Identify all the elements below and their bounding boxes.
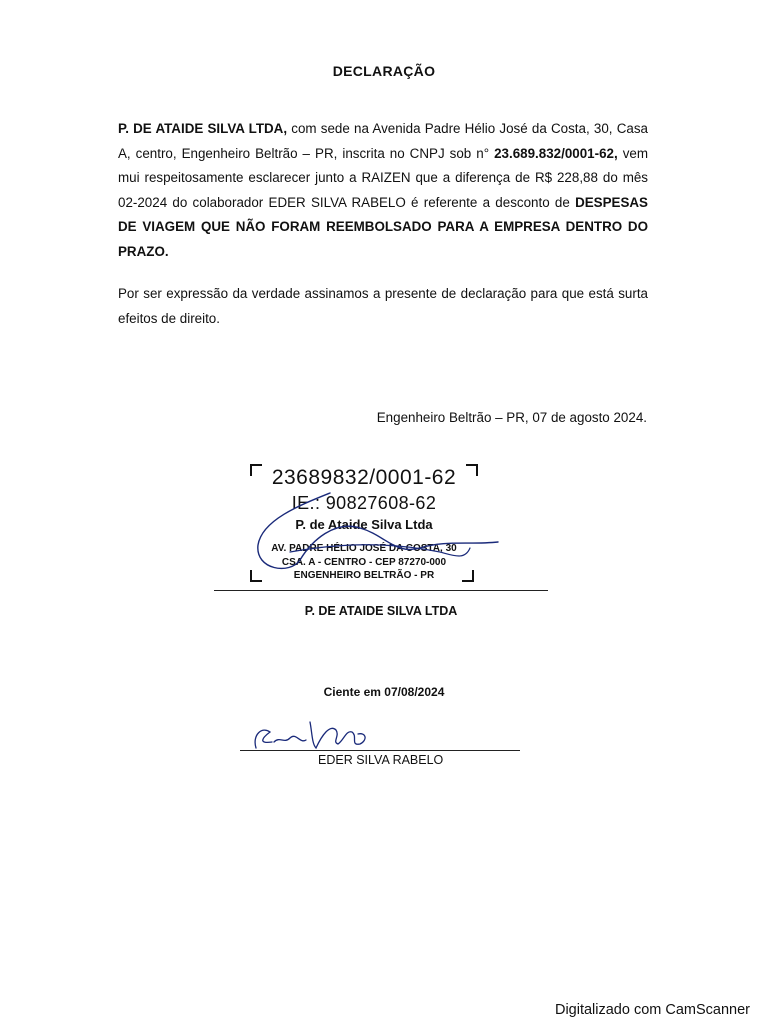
place-and-date: Engenheiro Beltrão – PR, 07 de agosto 2024. (376, 410, 647, 425)
highlighted-reason: DESPESAS DE VIAGEM QUE NÃO FORAM REEMBOLSADO PARA A EMPRESA DENTRO DO PRAZO. (118, 194, 648, 259)
stamp-address-line: ENGENHEIRO BELTRÃO - PR (293, 570, 435, 581)
company-signature-scribble (258, 493, 498, 568)
document-title: DECLARAÇÃO (332, 63, 436, 79)
employee-signature-label: EDER SILVA RABELO (318, 753, 444, 767)
company-signature-scribble (290, 545, 470, 556)
company-signature-line (214, 590, 548, 591)
company-name: P. DE ATAIDE SILVA LTDA, (118, 121, 288, 136)
paragraph-text-1: com sede na Avenida Padre Hélio José da Costa, 30, Casa A, centro, Engenheiro Beltrão – PR, inscrita no CNPJ sob n° (118, 121, 648, 161)
acknowledgement-date: Ciente em 07/08/2024 (323, 685, 445, 699)
cnpj-number: 23.689.832/0001-62, (494, 145, 618, 161)
stamp-cnpj: 23689832/0001-62 (271, 466, 457, 489)
scanner-watermark: Digitalizado com CamScanner (554, 1002, 750, 1018)
stamp-address-line: CSA. A - CENTRO - CEP 87270-000 (281, 557, 447, 568)
stamp-address-line: AV. PADRE HÉLIO JOSÉ DA COSTA, 30 (271, 543, 457, 554)
closing-paragraph: Por ser expressão da verdade assinamos a presente de declaração para que está surta efeitos de direito. (118, 286, 648, 326)
employee-signature-scribble (255, 722, 365, 748)
paragraph-text-2: vem mui respeitosamente esclarecer junto a RAIZEN que a diferença de R$ 228,88 do mês 02-2024 do colaborador EDER SILVA RABELO é referente a desconto de (118, 145, 648, 210)
company-signature-label: P. DE ATAIDE SILVA LTDA (304, 604, 458, 618)
employee-signature-line (240, 750, 520, 751)
stamp-ie: IE.: 90827608-62 (291, 493, 437, 513)
stamp-company-name: P. de Ataide Silva Ltda (295, 517, 433, 532)
